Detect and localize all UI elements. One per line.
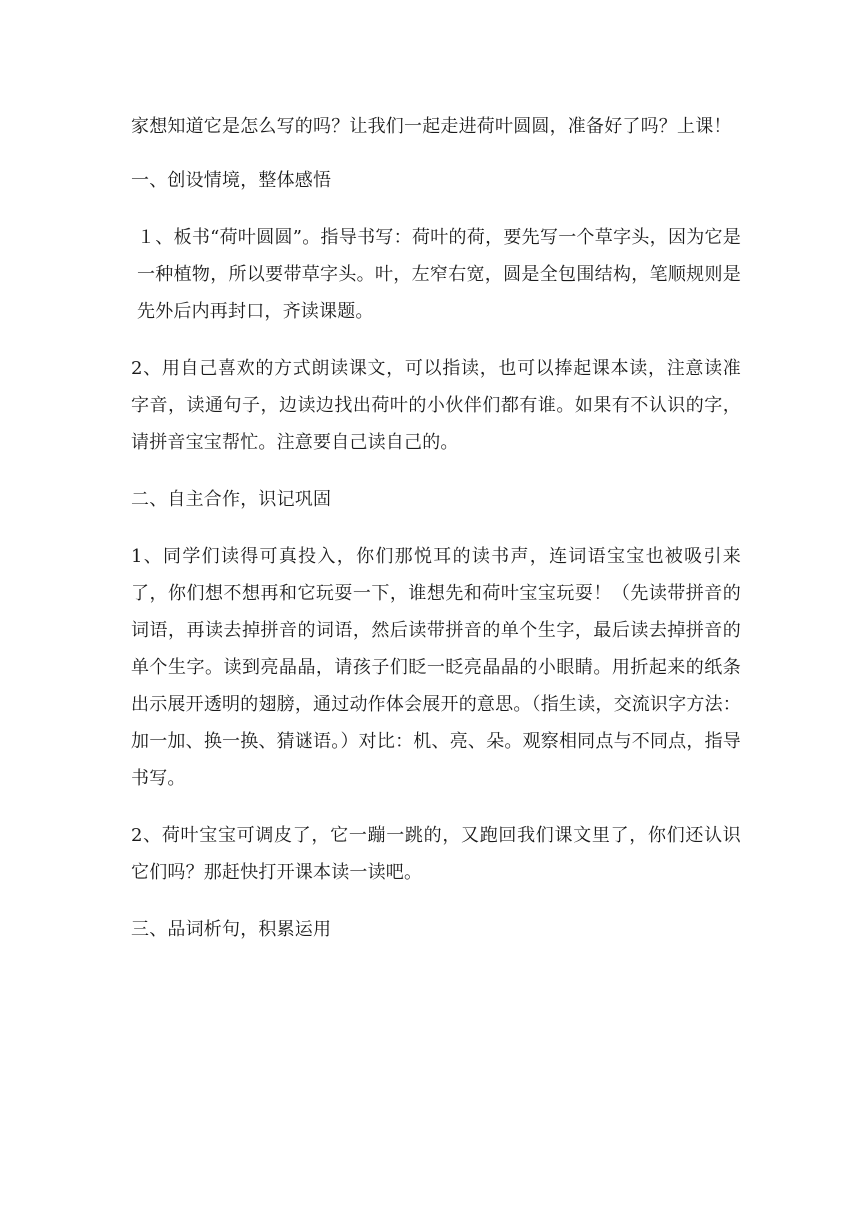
paragraph-1-2: 2、用自己喜欢的方式朗读课文，可以指读，也可以捧起课本读，注意读准字音，读通句子，边读边找出荷叶的小伙伴们都有谁。如果有不认识的字，请拼音宝宝帮忙。注意要自己读自己的。 <box>131 358 741 453</box>
document-body <box>131 108 741 948</box>
paragraph-intro: 家想知道它是怎么写的吗？让我们一起走进荷叶圆圆，准备好了吗？上课！ <box>131 116 732 137</box>
paragraph-1-1: １、板书“荷叶圆圆”。指导书写：荷叶的荷，要先写一个草字头，因为它是一种植物，所以要带草字头。叶，左窄右宽，圆是全包围结构，笔顺规则是先外后内再封口，齐读课题。 <box>137 227 741 322</box>
section-heading-2: 二、自主合作，识记巩固 <box>131 489 332 510</box>
section-heading-3: 三、品词析句，积累运用 <box>131 919 332 940</box>
section-heading-1: 一、创设情境，整体感悟 <box>131 170 332 191</box>
paragraph-2-2: 2、荷叶宝宝可调皮了，它一蹦一跳的，又跑回我们课文里了，你们还认识它们吗？那赶快打开课本读一读吧。 <box>131 825 741 883</box>
paragraph-2-1: 1、同学们读得可真投入，你们那悦耳的读书声，连词语宝宝也被吸引来了，你们想不想再和它玩耍一下，谁想先和荷叶宝宝玩耍！（先读带拼音的词语，再读去掉拼音的词语，然后读带拼音的单个生字，最后读去掉拼音的单个生字。读到亮晶晶，请孩子们眨一眨亮晶晶的小眼睛。用折起来的纸条出示展开透明的翅膀，通过动作体会展开的意思。（指生读，交流识字方法：加一加、换一换、猜谜语。）对比：机、亮、朵。观察相同点与不同点，指导书写。 <box>131 546 741 789</box>
